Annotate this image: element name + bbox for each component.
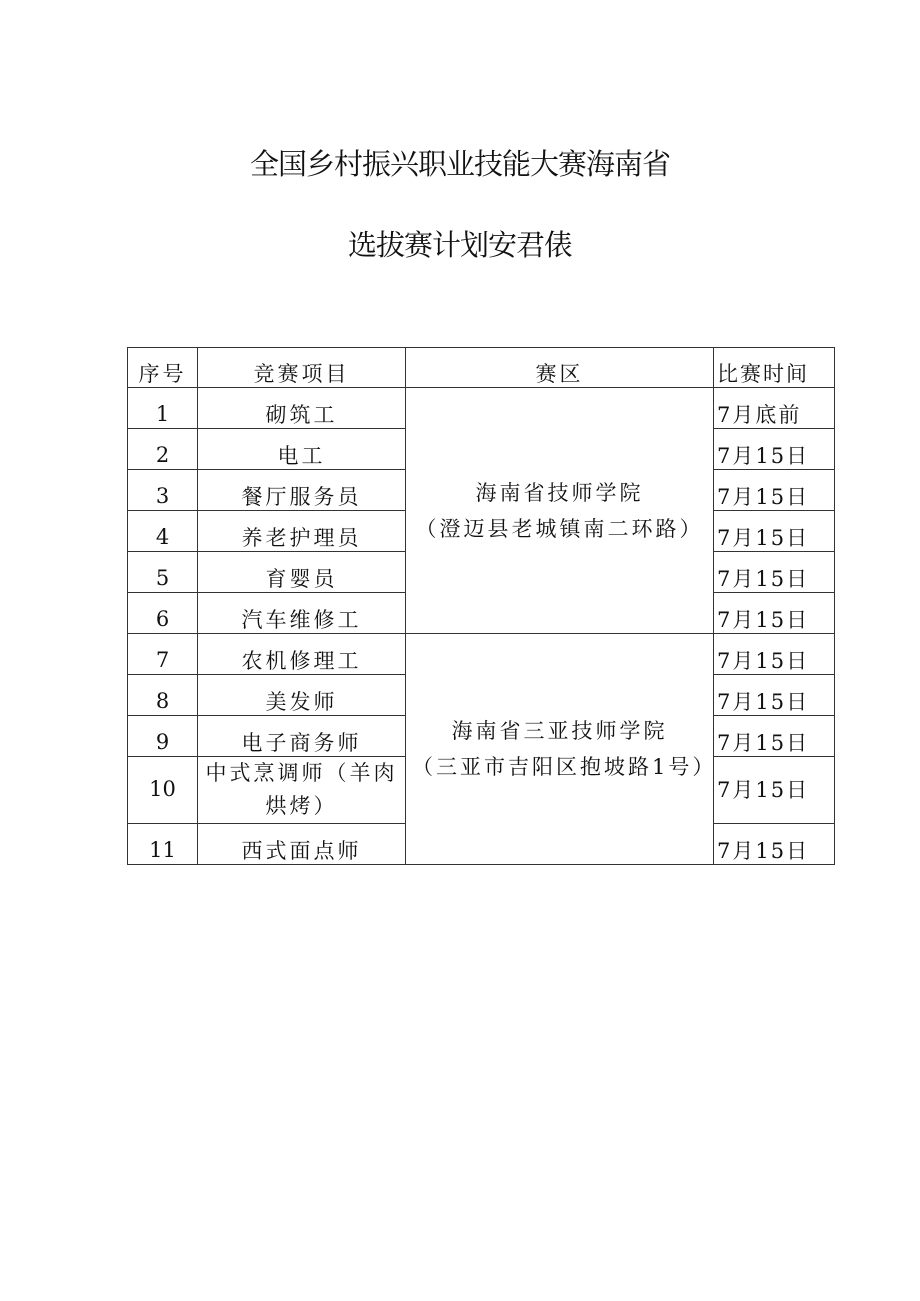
row-date: 7月15日 (714, 824, 835, 865)
document-title-line1: 全国乡村振兴职业技能大赛海南省 (249, 147, 670, 181)
row-date: 7月15日 (714, 634, 835, 675)
venue-name: 海南省技师学院 (475, 480, 644, 505)
row-item: 砌筑工 (198, 388, 406, 429)
row-item: 餐厅服务员 (198, 470, 406, 511)
row-no: 4 (128, 511, 198, 552)
venue-address: （澄迈县老城镇南二环路） (415, 516, 704, 541)
row-date: 7月15日 (714, 593, 835, 634)
venue-cell (406, 388, 714, 634)
row-no: 5 (128, 552, 198, 593)
row-no: 7 (128, 634, 198, 675)
row-item: 汽车维修工 (198, 593, 406, 634)
row-date: 7月15日 (714, 429, 835, 470)
row-date: 7月15日 (714, 675, 835, 716)
header-date: 比赛时间 (714, 348, 835, 388)
row-item: 农机修理工 (198, 634, 406, 675)
header-no: 序号 (128, 348, 198, 388)
table-row (128, 388, 835, 429)
row-item: 电工 (198, 429, 406, 470)
row-no: 3 (128, 470, 198, 511)
row-no: 10 (128, 757, 198, 824)
row-no: 2 (128, 429, 198, 470)
row-date: 7月15日 (714, 511, 835, 552)
competition-schedule-table (127, 347, 835, 865)
row-item: 西式面点师 (198, 824, 406, 865)
table-row (128, 634, 835, 675)
venue-address: （三亚市吉阳区抱坡路1号） (412, 755, 717, 779)
row-item: 育婴员 (198, 552, 406, 593)
row-item: 美发师 (198, 675, 406, 716)
venue-name: 海南省三亚技师学院 (451, 719, 668, 743)
row-no: 1 (128, 388, 198, 429)
row-date: 7月15日 (714, 552, 835, 593)
row-date: 7月15日 (714, 757, 835, 824)
header-item: 竞赛项目 (198, 348, 406, 388)
row-no: 8 (128, 675, 198, 716)
venue-cell (406, 634, 717, 865)
row-date: 7月底前 (714, 388, 835, 429)
row-date: 7月15日 (714, 470, 835, 511)
document-title-line2: 选拔赛计划安君俵 (347, 228, 572, 262)
row-no: 11 (128, 824, 198, 865)
row-item: 电子商务师 (198, 716, 406, 757)
header-venue: 赛区 (406, 348, 714, 388)
row-item: 养老护理员 (198, 511, 406, 552)
row-item: 中式烹调师（羊肉烘烤） (198, 757, 406, 824)
row-no: 6 (128, 593, 198, 634)
row-no: 9 (128, 716, 198, 757)
row-date: 7月15日 (714, 716, 835, 757)
table-header-row (128, 348, 835, 388)
